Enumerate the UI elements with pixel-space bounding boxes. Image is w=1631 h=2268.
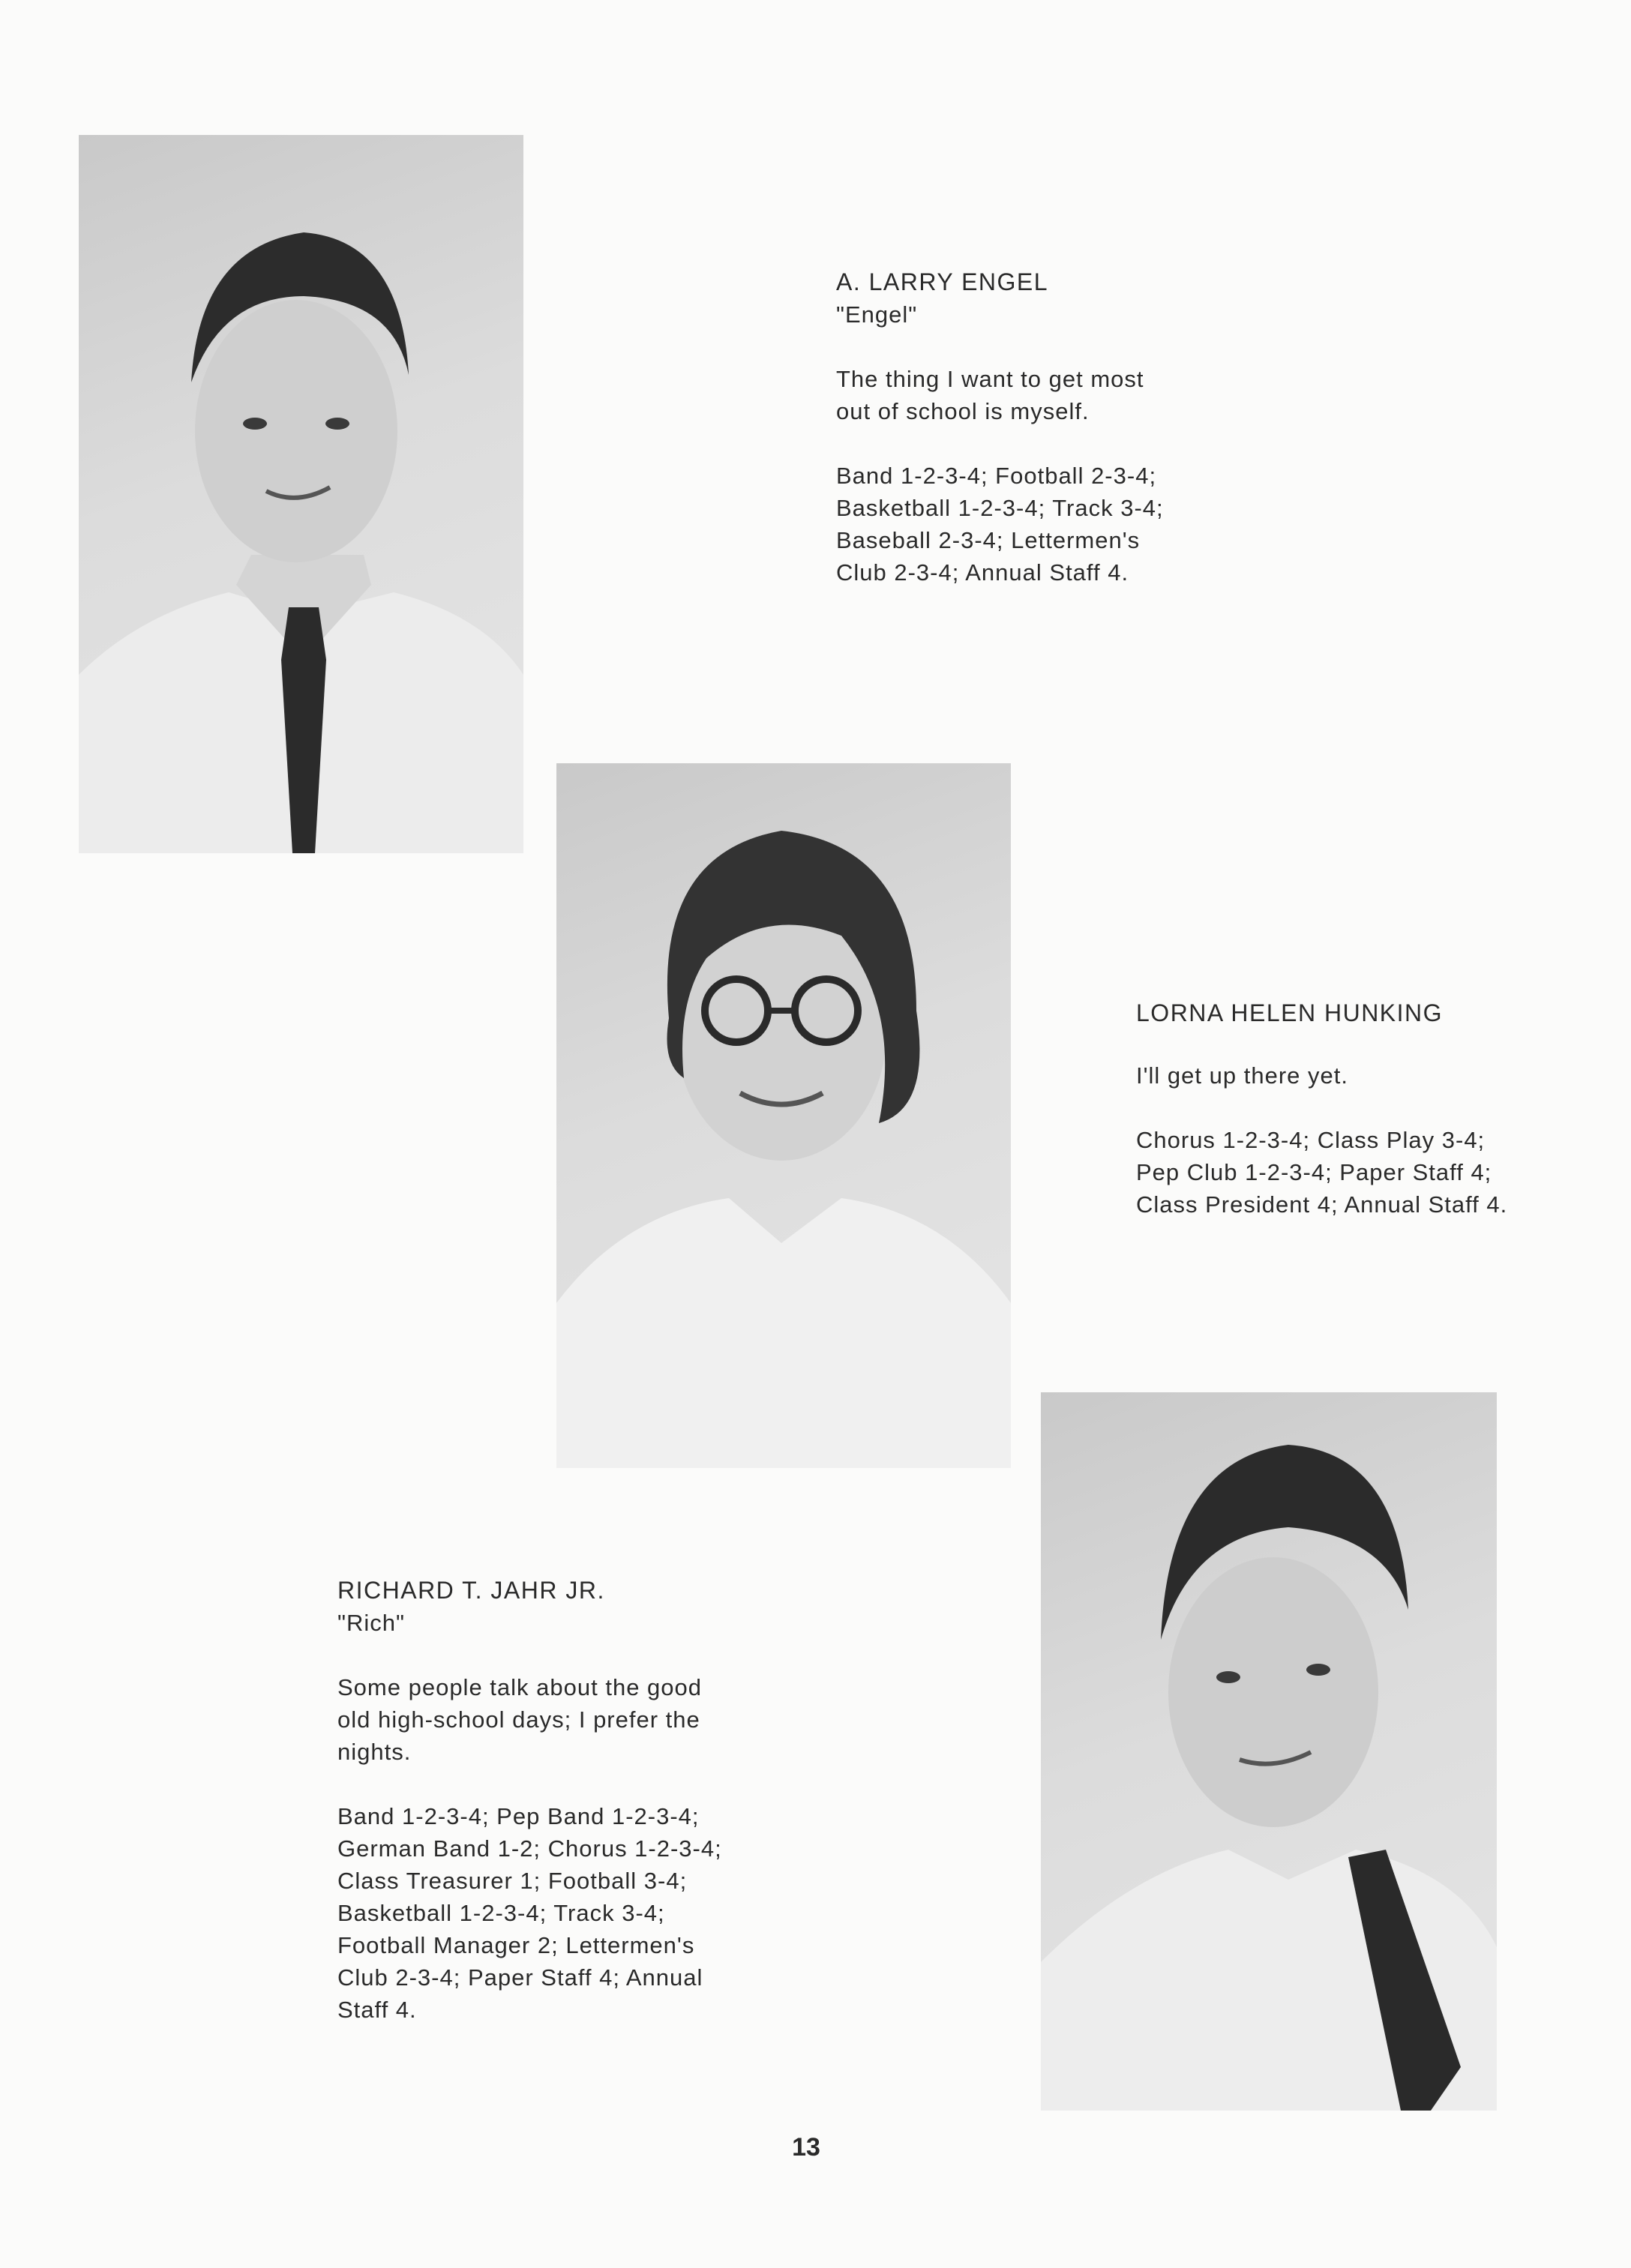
bio-jahr <box>337 1574 787 2026</box>
page-number: 13 <box>792 2133 820 2162</box>
student-name: A. LARRY ENGEL <box>836 268 1049 295</box>
student-name: LORNA HELEN HUNKING <box>1136 999 1444 1026</box>
portrait-engel-drawing <box>79 135 523 853</box>
portrait-photo-jahr <box>1041 1392 1497 2111</box>
student-quote: Some people talk about the good old high-school days; I prefer the nights. <box>337 1674 703 1765</box>
student-name: RICHARD T. JAHR JR. <box>337 1577 605 1604</box>
student-nickname: "Rich" <box>337 1610 406 1636</box>
student-activities: Band 1-2-3-4; Football 2-3-4; Basketball 1-2-3-4; Track 3-4; Baseball 2-3-4; Lettermen's Club 2-3-4; Annual Staff 4. <box>836 463 1164 586</box>
portrait-hunking-drawing <box>556 763 1011 1468</box>
student-quote: I'll get up there yet. <box>1136 1062 1348 1089</box>
student-quote: The thing I want to get most out of school is myself. <box>836 366 1144 424</box>
bio-hunking <box>1136 997 1586 1221</box>
student-activities: Band 1-2-3-4; Pep Band 1-2-3-4; German Band 1-2; Chorus 1-2-3-4; Class Treasurer 1; Football 3-4; Basketball 1-2-3-4; Track 3-4; Football Manager 2; Lettermen's Club 2-3-4; Paper Staff 4; Annual Staff 4. <box>337 1803 722 2023</box>
student-nickname: "Engel" <box>836 301 918 328</box>
student-activities: Chorus 1-2-3-4; Class Play 3-4; Pep Club 1-2-3-4; Paper Staff 4; Class President 4; Annual Staff 4. <box>1136 1127 1508 1218</box>
portrait-jahr-drawing <box>1041 1392 1497 2111</box>
bio-engel <box>836 266 1256 589</box>
portrait-photo-engel <box>79 135 523 853</box>
portrait-photo-hunking <box>556 763 1011 1468</box>
